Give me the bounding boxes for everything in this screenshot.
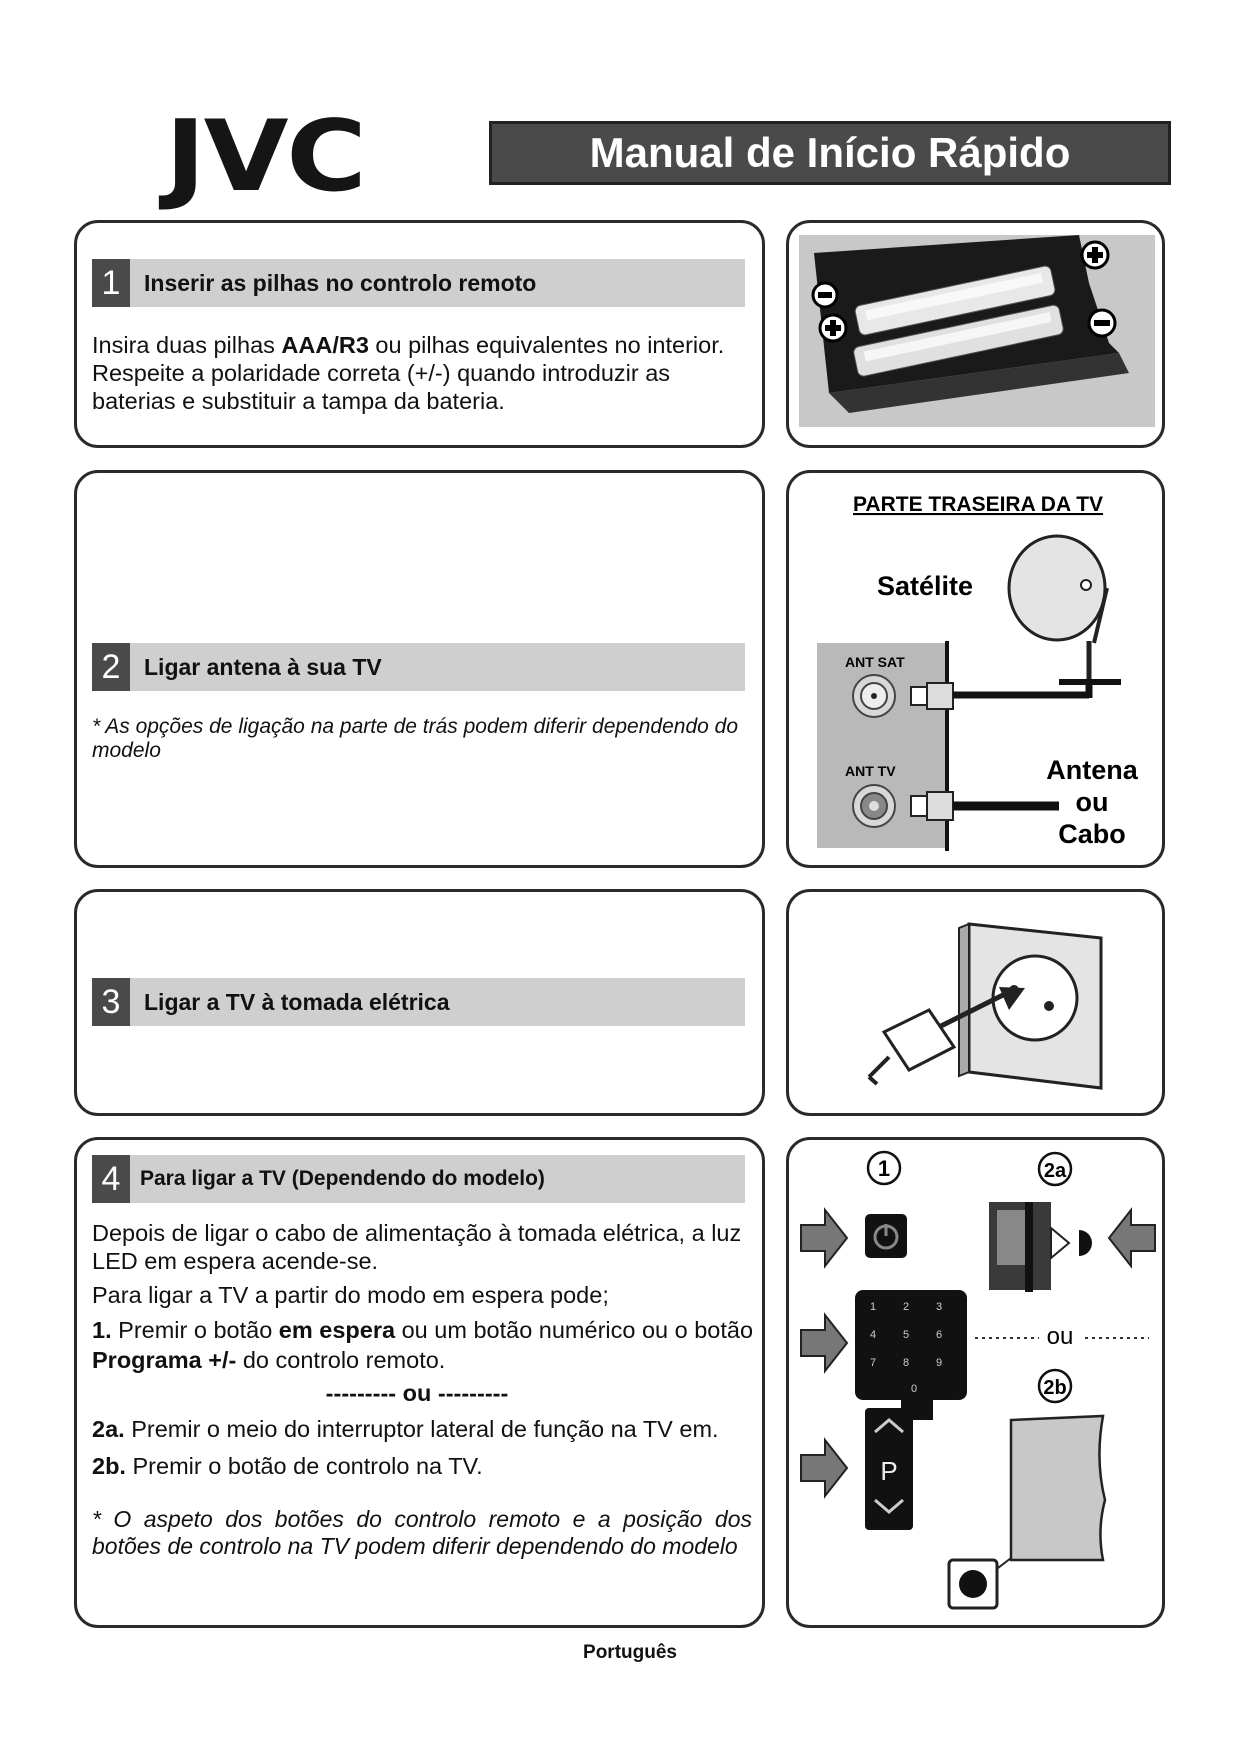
step-2-title: Ligar antena à sua TV	[144, 653, 382, 680]
footer-language: Português	[583, 1642, 677, 1663]
step-3-title: Ligar a TV à tomada elétrica	[144, 988, 450, 1015]
option-2b: 2b. Premir o botão de controlo na TV.	[92, 1453, 483, 1479]
step-2-number: 2	[92, 643, 130, 691]
svg-text:9: 9	[936, 1357, 943, 1369]
step-3-number: 3	[92, 978, 130, 1026]
svg-text:3: 3	[936, 1301, 943, 1313]
step-4-number: 4	[92, 1155, 130, 1203]
svg-text:P: P	[880, 1456, 898, 1486]
jvc-logo: JVC	[165, 100, 365, 214]
svg-text:2b: 2b	[1043, 1377, 1067, 1399]
svg-text:4: 4	[870, 1329, 877, 1341]
satellite-label: Satélite	[876, 571, 974, 601]
step-2b-marker	[1039, 1370, 1071, 1402]
step-2-header	[92, 643, 745, 691]
svg-text:7: 7	[870, 1357, 877, 1369]
antenna-illustration-panel	[786, 470, 1165, 868]
plus-icon	[1082, 242, 1108, 268]
minus-icon	[1089, 310, 1115, 336]
program-button-icon	[865, 1408, 913, 1530]
svg-text:0: 0	[911, 1383, 918, 1395]
antenna-illustration	[789, 473, 1165, 868]
page-title: Manual de Início Rápido	[489, 121, 1171, 185]
step-1-header	[92, 259, 745, 307]
svg-text:1: 1	[870, 1301, 877, 1313]
step-1-text: Insira duas pilhas AAA/R3 ou pilhas equivalentes no interior. Respeite a polaridade correta (+/-) quando introduzir as baterias e substituir a tampa da bateria.	[92, 332, 725, 414]
battery-illustration	[789, 223, 1165, 448]
or-label: ou	[1075, 787, 1109, 817]
or-separator: --------- ou ---------	[325, 1380, 509, 1406]
battery-illustration-panel	[786, 220, 1165, 448]
satellite-cable-icon	[911, 681, 1089, 709]
satellite-dish-icon	[1009, 536, 1121, 685]
step-2-note: * As opções de ligação na parte de trás podem diferir dependendo do modelo	[92, 715, 738, 762]
power-on-illustration-panel	[786, 1137, 1165, 1628]
arrow-right-icon	[801, 1210, 847, 1266]
step-2a-marker	[1039, 1153, 1071, 1185]
step-4-note: * O aspeto dos botões do controlo remoto e a posição dos botões de controlo na TV podem diferir dependendo do modelo	[92, 1506, 752, 1559]
svg-text:6: 6	[936, 1329, 943, 1341]
cable-label: Cabo	[1058, 819, 1126, 849]
svg-text:8: 8	[903, 1357, 910, 1369]
minus-icon	[813, 283, 837, 307]
power-plug-illustration	[789, 892, 1165, 1116]
svg-text:2a: 2a	[1043, 1160, 1067, 1182]
step-4-title: Para ligar a TV (Dependendo do modelo)	[140, 1167, 545, 1190]
ant-tv-socket-icon	[853, 785, 895, 827]
plus-icon	[820, 315, 846, 341]
ant-tv-label: ANT TV	[845, 763, 896, 779]
svg-text:2: 2	[903, 1301, 910, 1313]
arrow-right-icon	[801, 1315, 847, 1371]
step-1-number: 1	[92, 259, 130, 307]
svg-text:1: 1	[877, 1156, 891, 1181]
option-2a: 2a. Premir o meio do interruptor lateral de função na TV em.	[92, 1416, 719, 1442]
power-on-illustration	[789, 1140, 1165, 1628]
ant-sat-label: ANT SAT	[845, 654, 905, 670]
or-connector-label: ou	[1046, 1323, 1074, 1350]
step-4-text	[92, 1219, 772, 1480]
ant-sat-socket-icon	[853, 675, 895, 717]
power-plug-illustration-panel	[786, 889, 1165, 1116]
step-4-header	[92, 1155, 745, 1203]
arrow-left-icon	[1109, 1210, 1155, 1266]
standby-led-paragraph: Depois de ligar o cabo de alimentação à tomada elétrica, a luz LED em espera acende-se.	[92, 1220, 742, 1274]
step-1-title: Inserir as pilhas no controlo remoto	[144, 269, 537, 296]
numeric-keypad-icon	[855, 1290, 967, 1420]
tv-side-switch-icon	[989, 1202, 1092, 1292]
option-1: 1. Premir o botão em espera ou um botão numérico ou o botão Programa +/- do controlo remoto.	[92, 1317, 754, 1373]
antenna-label: Antena	[1046, 755, 1138, 785]
step-1-marker	[868, 1152, 900, 1184]
tv-control-button-icon	[949, 1416, 1105, 1608]
step-3-header	[92, 978, 745, 1026]
tv-rear-heading: PARTE TRASEIRA DA TV	[852, 493, 1104, 516]
arrow-right-icon	[801, 1440, 847, 1496]
antenna-cable-icon	[911, 792, 1059, 820]
standby-mode-paragraph: Para ligar a TV a partir do modo em espera pode;	[92, 1282, 609, 1308]
svg-text:5: 5	[903, 1329, 910, 1341]
